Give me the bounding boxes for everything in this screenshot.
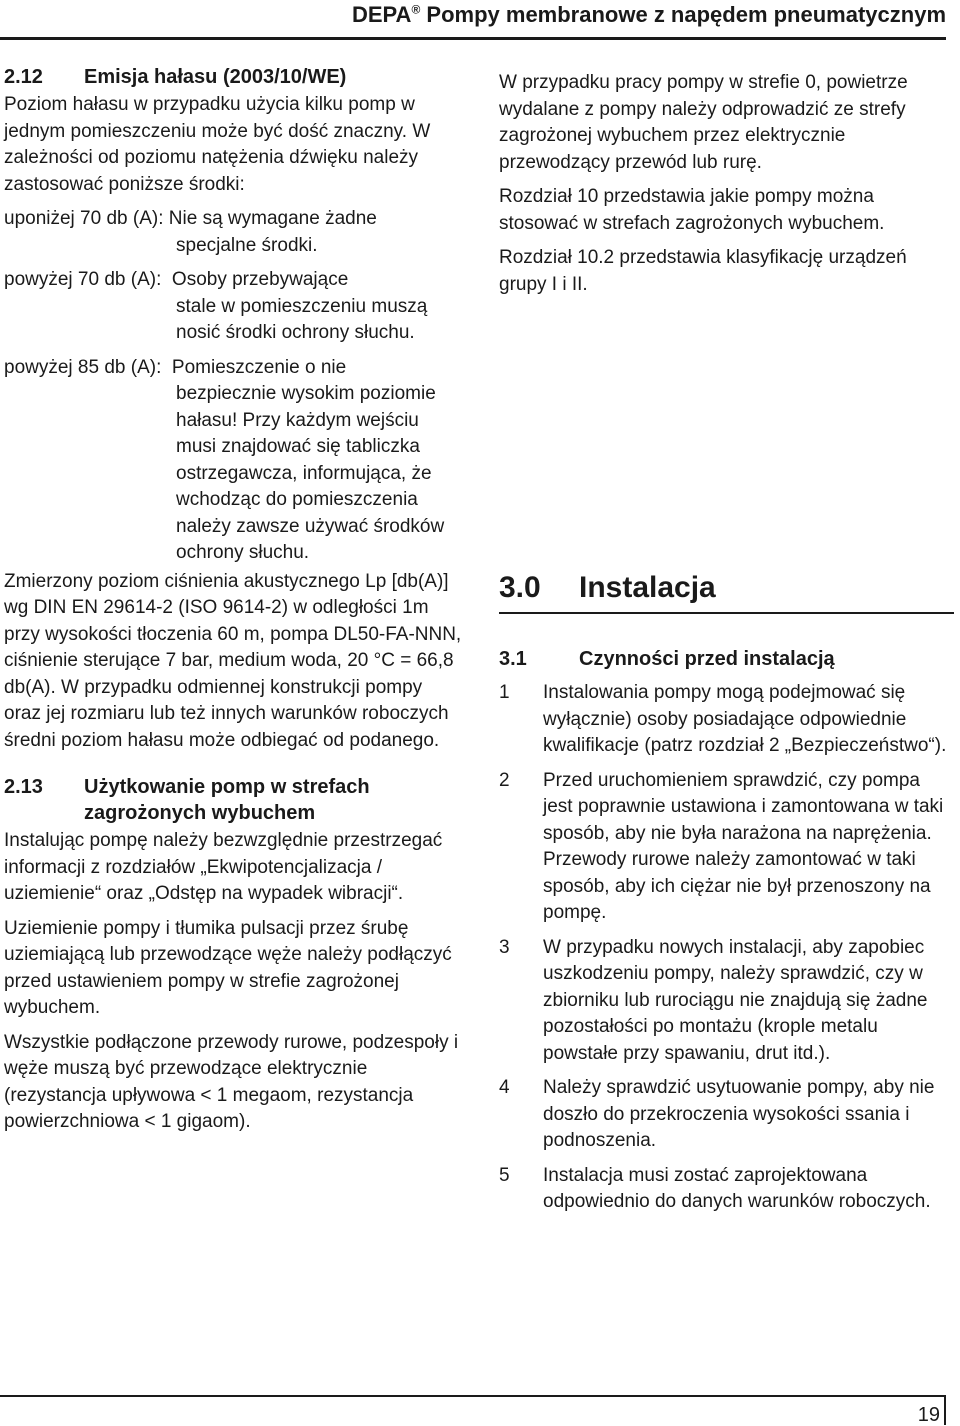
section-title [84,774,464,826]
list-item-text: W przypadku nowych instalacji, aby zapobiec uszkodzeniu pompy, należy sprawdzić, czy w zbiorniku lub rurociągu nie znajdują się żadne pozostałości po montażu (krople metalu powstałe przy spawaniu, drut itd.). [543,936,928,1064]
section-title: Instalacja [579,571,716,604]
noise-level-term: powyżej 70 db (A): [4,269,162,290]
section-number: 2.12 [4,66,43,88]
zone-0-paragraph: W przypadku pracy pompy w strefie 0, powietrze wydalane z pompy należy odprowadzić ze strefy zagrożonej wybuchem przez elektrycznie przewodzący przewód lub rurę. [499,72,908,173]
noise-intro: Poziom hałasu w przypadku użycia kilku pomp w jednym pomieszczeniu może być dość znaczny. W zależności od poziomu natężenia dźwięku należy zastosować poniższe środki: [4,94,431,195]
noise-level-row [4,267,464,347]
list-item-number: 4 [499,1077,510,1098]
section-number: 2.13 [4,776,43,798]
list-item-number: 1 [499,682,510,703]
list-item-number: 5 [499,1164,510,1186]
noise-level-desc-first: Osoby przebywające [171,269,349,290]
noise-level-desc: bezpiecznie wysokim poziomie hałasu! Przy każdym wejściu musi znajdować się tabliczka ostrzegawcza, informująca, że wchodząc do pomieszczenia należy zawsze używać środków ochrony słuchu. [176,383,445,563]
section-title: Emisja hałasu (2003/10/WE) [84,66,347,88]
left-column [4,64,464,1144]
section-number: 3.0 [499,571,541,604]
registered-mark: ® [411,2,421,17]
noise-level-term: uponiżej 70 db (A): [4,208,164,229]
grounding-paragraph: Uziemienie pompy i tłumika pulsacji przez śrubę uziemiającą lub przewodzące węże należy podłączyć przed ustawieniem pompy w strefie zagrożonej wybuchem. [4,917,452,1018]
section-3-1-heading [499,646,954,672]
list-item-text: Instalacja musi zostać zaprojektowana odpowiednio do danych warunków roboczych. [543,1164,931,1212]
conductive-parts-paragraph: Wszystkie podłączone przewody rurowe, podzespoły i węże muszą być przewodzące elektrycznie (rezystancja upływowa < 1 megaom, rezystancja powierzchniowa < 1 gigaom). [4,1031,459,1132]
noise-level-desc-first: Pomieszczenie o nie [171,356,347,378]
section-2-13-heading [4,774,464,826]
noise-level-desc: specjalne środki. [176,234,318,256]
list-item-text: Należy sprawdzić usytuowanie pompy, aby nie doszło do przekroczenia wysokości ssania i podnoszenia. [543,1077,935,1151]
list-item [499,680,954,760]
explosion-zone-paragraph: Instalując pompę należy bezwzględnie przestrzegać informacji z rozdziałów „Ekwipotencjalizacja / uziemienie“ oraz „Odstęp na wypadek wibracji“. [4,830,443,904]
list-item [499,1075,954,1155]
section-3-0-heading [499,568,954,614]
list-item [499,935,954,1068]
chapter-10-2-paragraph: Rozdział 10.2 przedstawia klasyfikację urządzeń grupy I i II. [499,247,907,295]
list-item-text: Instalowania pompy mogą podejmować się wyłącznie) osoby posiadające odpowiednie kwalifikacje (patrz rozdział 2 „Bezpieczeństwo“). [543,682,947,756]
noise-level-row [4,206,464,259]
list-item [499,1163,954,1216]
list-item [499,768,954,927]
section-title-line: zagrożonych wybuchem [84,802,316,824]
right-column [499,70,954,1224]
noise-level-desc: stale w pomieszczeniu muszą nosić środki ochrony słuchu. [176,295,428,343]
list-item-number: 2 [499,769,510,791]
noise-level-row [4,355,464,567]
chapter-10-paragraph: Rozdział 10 przedstawia jakie pompy można stosować w strefach zagrożonych wybuchem. [499,186,885,234]
footer-rule [0,1395,946,1397]
section-title-line: Użytkowanie pomp w strefach [84,776,370,798]
noise-level-desc-first: Nie są wymagane żadne [168,208,377,229]
noise-measurement: Zmierzony poziom ciśnienia akustycznego Lp [db(A)] wg DIN EN 29614-2 (ISO 9614-2) w odległości 1m przy wysokości tłoczenia 60 m, pompa DL50-FA-NNN, ciśnienie sterujące 7 bar, medium woda, 20 °C = 66,8 db(A). W przypadku odmiennej konstrukcji pompy oraz jej rozmiaru lub też innych warunków roboczych średni poziom hałasu może odbiegać od podanego. [4,570,462,751]
list-item-number: 3 [499,936,510,958]
header-rule [0,37,946,40]
header-title: Pompy membranowe z napędem pneumatycznym [426,2,946,27]
page-header [352,0,946,38]
section-number: 3.1 [499,648,527,670]
list-item-text: Przed uruchomieniem sprawdzić, czy pompa jest poprawnie ustawiona i zamontowana w taki sposób, aby nie była narażona na naprężenia. Przewody rurowe należy zamontować w taki sposób, aby ich ciężar nie był przenoszony na pompę. [543,769,944,923]
section-2-12-heading [4,64,464,90]
footer-vertical-rule [944,1395,946,1425]
noise-level-term: powyżej 85 db (A): [4,356,162,378]
page-number: 19 [917,1404,940,1426]
header-brand: DEPA [351,2,412,27]
section-title: Czynności przed instalacją [579,648,835,670]
